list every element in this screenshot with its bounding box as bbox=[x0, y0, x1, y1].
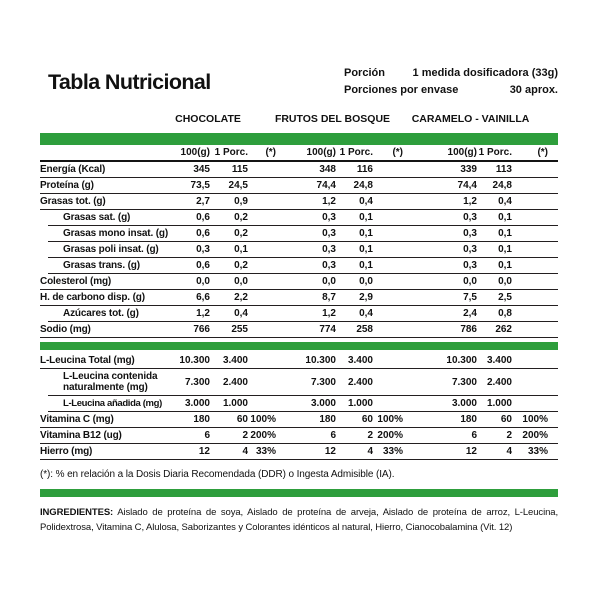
ddr-footnote: (*): % en relación a la Dosis Diaria Recomendada (DDR) o Ingesta Admisible (IA). bbox=[40, 469, 395, 481]
column-header-row bbox=[40, 145, 558, 162]
row-label: Grasas tot. (g) bbox=[40, 196, 106, 207]
value-cell: 345 bbox=[193, 164, 210, 175]
row-label: Vitamina C (mg) bbox=[40, 414, 114, 426]
row-label: L-Leucina añadida (mg) bbox=[63, 397, 162, 409]
table-row bbox=[48, 396, 558, 412]
value-cell: 1.000 bbox=[222, 398, 248, 410]
value-cell: 2,5 bbox=[498, 292, 512, 303]
value-cell: 1,2 bbox=[196, 308, 210, 319]
table-row bbox=[40, 290, 558, 306]
value-cell: 60 bbox=[236, 414, 248, 426]
value-cell: 255 bbox=[231, 324, 248, 335]
table-row bbox=[48, 226, 558, 242]
table-row bbox=[40, 162, 558, 178]
column-header: (*) bbox=[265, 147, 276, 158]
ddr-percent-cell: 100% bbox=[250, 414, 276, 426]
value-cell: 0,0 bbox=[498, 276, 512, 287]
value-cell: 0,2 bbox=[234, 260, 248, 271]
value-cell: 339 bbox=[460, 164, 477, 175]
value-cell: 180 bbox=[193, 414, 210, 426]
value-cell: 3.000 bbox=[451, 398, 477, 410]
value-cell: 3.400 bbox=[347, 355, 373, 366]
value-cell: 4 bbox=[242, 446, 248, 458]
value-cell: 7.300 bbox=[184, 376, 210, 388]
flavor-header-frutos-del-bosque: FRUTOS DEL BOSQUE bbox=[274, 113, 391, 125]
value-cell: 0,4 bbox=[359, 308, 373, 319]
column-header: 100(g) bbox=[306, 147, 336, 158]
value-cell: 774 bbox=[319, 324, 336, 335]
value-cell: 73,5 bbox=[190, 180, 210, 191]
value-cell: 0,3 bbox=[463, 260, 477, 271]
value-cell: 0,3 bbox=[322, 244, 336, 255]
row-label: Energía (Kcal) bbox=[40, 164, 106, 175]
value-cell: 113 bbox=[495, 164, 512, 175]
value-cell: 4 bbox=[367, 446, 373, 458]
value-cell: 12 bbox=[324, 446, 336, 458]
value-cell: 0,4 bbox=[359, 196, 373, 207]
value-cell: 0,6 bbox=[196, 228, 210, 239]
value-cell: 0,3 bbox=[463, 244, 477, 255]
ddr-percent-cell: 100% bbox=[522, 414, 548, 426]
value-cell: 0,9 bbox=[234, 196, 248, 207]
value-cell: 0,0 bbox=[196, 276, 210, 287]
table-row bbox=[40, 178, 558, 194]
value-cell: 2,7 bbox=[196, 196, 210, 207]
value-cell: 3.400 bbox=[222, 355, 248, 366]
value-cell: 8,7 bbox=[322, 292, 336, 303]
value-cell: 24,8 bbox=[353, 180, 373, 191]
value-cell: 0,0 bbox=[359, 276, 373, 287]
value-cell: 74,4 bbox=[457, 180, 477, 191]
value-cell: 1.000 bbox=[486, 398, 512, 410]
column-header: 1 Porc. bbox=[339, 147, 373, 158]
row-label: Hierro (mg) bbox=[40, 446, 93, 458]
value-cell: 6 bbox=[330, 430, 336, 442]
value-cell: 2,9 bbox=[359, 292, 373, 303]
section-divider-bar bbox=[40, 133, 558, 145]
value-cell: 2,2 bbox=[234, 292, 248, 303]
row-label: Azúcares tot. (g) bbox=[63, 308, 139, 319]
page-title: Tabla Nutricional bbox=[48, 70, 211, 94]
value-cell: 0,3 bbox=[196, 244, 210, 255]
table-row bbox=[40, 412, 558, 428]
table-row bbox=[48, 369, 558, 396]
value-cell: 0,1 bbox=[498, 212, 512, 223]
value-cell: 74,4 bbox=[316, 180, 336, 191]
portion-label: Porción bbox=[344, 67, 385, 79]
value-cell: 10.300 bbox=[179, 355, 210, 366]
value-cell: 0,1 bbox=[498, 244, 512, 255]
flavor-header-row bbox=[40, 112, 558, 126]
value-cell: 766 bbox=[193, 324, 210, 335]
ddr-percent-cell: 100% bbox=[377, 414, 403, 426]
value-cell: 6,6 bbox=[196, 292, 210, 303]
value-cell: 2 bbox=[242, 430, 248, 442]
row-label: Grasas mono insat. (g) bbox=[63, 228, 169, 239]
value-cell: 0,1 bbox=[498, 228, 512, 239]
value-cell: 10.300 bbox=[446, 355, 477, 366]
row-label: L-Leucina contenida naturalmente (mg) bbox=[63, 371, 158, 394]
value-cell: 2.400 bbox=[222, 376, 248, 388]
value-cell: 0,2 bbox=[234, 212, 248, 223]
value-cell: 0,1 bbox=[359, 228, 373, 239]
value-cell: 0,0 bbox=[322, 276, 336, 287]
value-cell: 7.300 bbox=[310, 376, 336, 388]
row-label: Vitamina B12 (ug) bbox=[40, 430, 122, 442]
value-cell: 1,2 bbox=[463, 196, 477, 207]
value-cell: 12 bbox=[465, 446, 477, 458]
column-header: (*) bbox=[537, 147, 548, 158]
value-cell: 2.400 bbox=[347, 376, 373, 388]
value-cell: 7,5 bbox=[463, 292, 477, 303]
value-cell: 1.000 bbox=[347, 398, 373, 410]
table-row bbox=[40, 444, 558, 460]
section-divider-bar bbox=[40, 489, 558, 497]
value-cell: 60 bbox=[361, 414, 373, 426]
value-cell: 262 bbox=[495, 324, 512, 335]
serving-info bbox=[344, 65, 558, 98]
row-label: Colesterol (mg) bbox=[40, 276, 112, 287]
servings-per-container-label: Porciones por envase bbox=[344, 83, 459, 96]
row-label: H. de carbono disp. (g) bbox=[40, 292, 145, 303]
ddr-percent-cell: 200% bbox=[522, 430, 548, 442]
ingredients-label: INGREDIENTES: bbox=[40, 507, 114, 519]
value-cell: 116 bbox=[356, 164, 373, 175]
table-row bbox=[40, 353, 558, 369]
row-label: L-Leucina Total (mg) bbox=[40, 355, 135, 366]
value-cell: 786 bbox=[460, 324, 477, 335]
value-cell: 0,6 bbox=[196, 212, 210, 223]
value-cell: 10.300 bbox=[305, 355, 336, 366]
row-label: Sodio (mg) bbox=[40, 324, 91, 335]
table-row bbox=[48, 242, 558, 258]
value-cell: 0,6 bbox=[196, 260, 210, 271]
table-row bbox=[40, 274, 558, 290]
value-cell: 7.300 bbox=[451, 376, 477, 388]
value-cell: 0,3 bbox=[463, 212, 477, 223]
value-cell: 0,0 bbox=[463, 276, 477, 287]
flavor-header-chocolate: CHOCOLATE bbox=[175, 113, 241, 125]
row-label: Proteína (g) bbox=[40, 180, 94, 191]
table-row bbox=[40, 322, 558, 338]
value-cell: 258 bbox=[356, 324, 373, 335]
value-cell: 0,2 bbox=[234, 228, 248, 239]
value-cell: 24,8 bbox=[492, 180, 512, 191]
value-cell: 0,0 bbox=[234, 276, 248, 287]
value-cell: 0,3 bbox=[322, 212, 336, 223]
value-cell: 0,3 bbox=[322, 228, 336, 239]
row-label: Grasas trans. (g) bbox=[63, 260, 140, 271]
ddr-percent-cell: 200% bbox=[377, 430, 403, 442]
value-cell: 0,4 bbox=[234, 308, 248, 319]
value-cell: 2 bbox=[367, 430, 373, 442]
value-cell: 2,4 bbox=[463, 308, 477, 319]
header bbox=[40, 64, 558, 98]
value-cell: 0,3 bbox=[463, 228, 477, 239]
value-cell: 1,2 bbox=[322, 308, 336, 319]
value-cell: 6 bbox=[471, 430, 477, 442]
flavor-header-caramelo-vainilla: CARAMELO - VAINILLA bbox=[411, 113, 530, 125]
value-cell: 0,1 bbox=[359, 244, 373, 255]
value-cell: 180 bbox=[460, 414, 477, 426]
section-divider-bar bbox=[40, 342, 558, 350]
table-row bbox=[40, 194, 558, 210]
value-cell: 0,3 bbox=[322, 260, 336, 271]
value-cell: 0,1 bbox=[498, 260, 512, 271]
value-cell: 4 bbox=[506, 446, 512, 458]
value-cell: 0,1 bbox=[359, 260, 373, 271]
column-header: (*) bbox=[392, 147, 403, 158]
value-cell: 115 bbox=[231, 164, 248, 175]
ingredients-paragraph bbox=[40, 506, 558, 535]
value-cell: 180 bbox=[319, 414, 336, 426]
row-label: Grasas sat. (g) bbox=[63, 212, 131, 223]
nutrition-table-body bbox=[40, 162, 558, 338]
table-row bbox=[40, 428, 558, 444]
value-cell: 348 bbox=[319, 164, 336, 175]
value-cell: 3.000 bbox=[310, 398, 336, 410]
value-cell: 24,5 bbox=[228, 180, 248, 191]
leucine-table-body bbox=[40, 353, 558, 460]
ddr-percent-cell: 33% bbox=[255, 446, 276, 458]
table-row bbox=[48, 210, 558, 226]
value-cell: 60 bbox=[500, 414, 512, 426]
value-cell: 0,1 bbox=[234, 244, 248, 255]
value-cell: 2.400 bbox=[486, 376, 512, 388]
servings-per-container-value: 30 aprox. bbox=[509, 83, 558, 96]
column-header: 100(g) bbox=[447, 147, 477, 158]
value-cell: 12 bbox=[198, 446, 210, 458]
table-row bbox=[48, 258, 558, 274]
portion-row bbox=[344, 65, 558, 82]
servings-per-container-row bbox=[344, 82, 558, 99]
column-header: 100(g) bbox=[180, 147, 210, 158]
value-cell: 0,4 bbox=[498, 196, 512, 207]
value-cell: 0,1 bbox=[359, 212, 373, 223]
value-cell: 0,8 bbox=[498, 308, 512, 319]
value-cell: 3.000 bbox=[184, 398, 210, 410]
row-label: Grasas poli insat. (g) bbox=[63, 244, 159, 255]
value-cell: 2 bbox=[506, 430, 512, 442]
table-row bbox=[48, 306, 558, 322]
value-cell: 6 bbox=[204, 430, 210, 442]
ddr-percent-cell: 33% bbox=[382, 446, 403, 458]
portion-value: 1 medida dosificadora (33g) bbox=[412, 67, 558, 79]
ddr-percent-cell: 33% bbox=[527, 446, 548, 458]
ddr-percent-cell: 200% bbox=[250, 430, 276, 442]
value-cell: 1,2 bbox=[322, 196, 336, 207]
ingredients-text: Aislado de proteína de soya, Aislado de proteína de arveja, Aislado de proteína de arroz, L-Leucina, Polidextrosa, Vitamina C, Alulosa, Saborizantes y Colorantes idénticos al natural, Hierro, Cianocobalamina (Vit. 12) bbox=[40, 507, 558, 533]
column-header: 1 Porc. bbox=[478, 147, 512, 158]
column-header: 1 Porc. bbox=[214, 147, 248, 158]
value-cell: 3.400 bbox=[486, 355, 512, 366]
